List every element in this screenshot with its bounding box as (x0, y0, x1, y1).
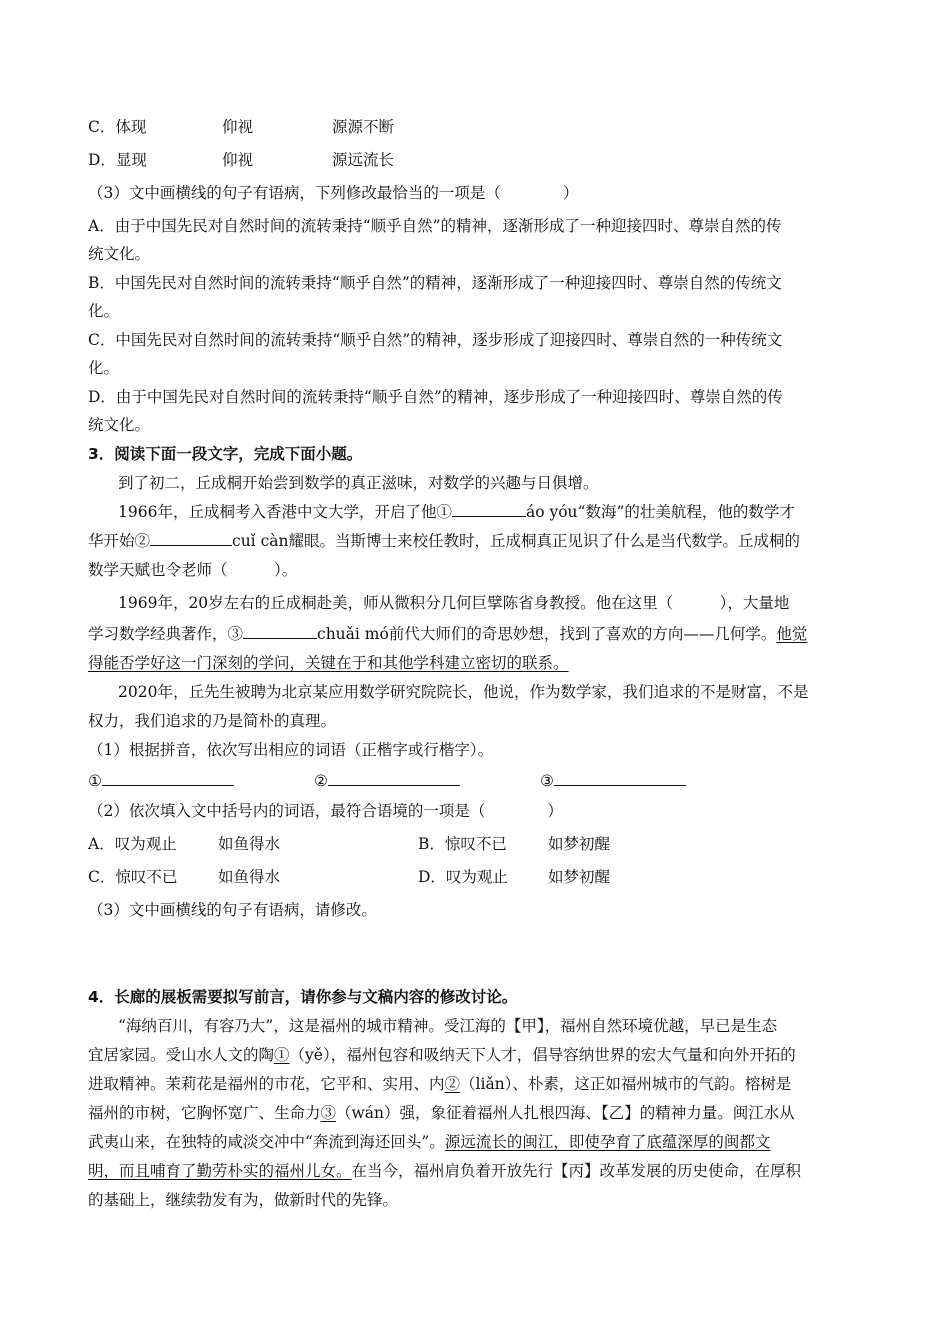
q3-p3-text-c: chuǎi mó前代大师们的奇思妙想，找到了喜欢的方向——几何学。 (317, 625, 777, 643)
q3-answer-2 (314, 771, 460, 791)
q2-sub3-prompt: （3）文中画横线的句子有语病，下列修改最恰当的一项是（ ） (88, 184, 579, 202)
q3-answer-3 (540, 771, 686, 791)
q3-p2-text-a: 1966年，丘成桐考入香港中文大学，开启了他① (118, 503, 452, 521)
q3-sub3-prompt: （3）文中画横线的句子有语病，请修改。 (88, 901, 377, 919)
q2-option-d-word3: 源远流长 (332, 151, 395, 169)
q4-title: 4．长廊的展板需要拟写前言，请你参与文稿内容的修改讨论。 (88, 988, 518, 1006)
q2-option-d-word2: 仰视 (222, 151, 254, 169)
q4-line-6 (88, 1161, 801, 1181)
q4-line-5 (88, 1132, 770, 1152)
q3-answer-1-num: ① (88, 772, 102, 790)
q4-line-1: “海纳百川，有容乃大”，这是福州的城市精神。受江海的【甲】，福州自然环境优越，早已是生态 (118, 1017, 778, 1035)
q3-option-c-label: C．惊叹不已 (88, 868, 178, 886)
q3-p2-text-d: cuǐ càn耀眼。当斯博士来校任教时，丘成桐真正见识了什么是当代数学。丘成桐的 (232, 532, 800, 550)
q4-line-3 (88, 1074, 791, 1094)
q3-underlined-sentence-part2: 得能否学好这一门深刻的学问，关键在于和其他学科建立密切的联系。 (88, 654, 569, 672)
q2-sub3-option-b-line1: B．中国先民对自然时间的流转秉持“顺乎自然”的精神，逐渐形成了一种迎接四时、尊崇自然的传统文 (88, 274, 782, 292)
q4-line-5-a: 武夷山来，在独特的咸淡交冲中“奔流到海还回头”。 (88, 1133, 445, 1151)
q3-option-b-label: B．惊叹不已 (418, 835, 507, 853)
q2-sub3-option-a-line1: A．由于中国先民对自然时间的流转秉持“顺乎自然”的精神，逐渐形成了一种迎接四时、尊崇自然的传 (88, 217, 782, 235)
q3-option-d-word2: 如梦初醒 (548, 868, 611, 886)
q3-blank-1[interactable] (452, 502, 526, 517)
q3-option-d-label: D．叹为观止 (418, 868, 508, 886)
q3-p3-text-b: 学习数学经典著作，③ (88, 625, 244, 643)
q2-sub3-option-d-line2: 统文化。 (88, 416, 151, 434)
q4-line-2-a: 宜居家园。受山水人文的陶 (88, 1046, 275, 1064)
q4-underlined-sentence-part1: 源远流长的闽江，即使孕育了底蕴深厚的闽都文 (444, 1133, 771, 1151)
q3-answer-2-num: ② (314, 772, 328, 790)
q3-p2-text-c: 华开始② (88, 532, 151, 550)
q3-answer-3-num: ③ (540, 772, 554, 790)
q2-option-c-word3: 源源不断 (332, 118, 395, 136)
q4-underlined-sentence-part2: 明，而且哺育了勤劳朴实的福州儿女。 (88, 1162, 352, 1180)
q3-answer-3-field[interactable] (554, 771, 686, 786)
q2-option-c-word2: 仰视 (222, 118, 254, 136)
q2-option-d-label: D．显现 (88, 151, 147, 169)
q3-paragraph-4-line1: 2020年，丘先生被聘为北京某应用数学研究院院长，他说，作为数学家，我们追求的不是财富，不是 (118, 683, 809, 701)
q4-marker-3: ③ (320, 1104, 337, 1122)
q3-paragraph-2-line3: 数学天赋也令老师（ ）。 (88, 561, 298, 579)
q3-p2-text-b: áo yóu“数海”的壮美航程，他的数学才 (525, 503, 795, 521)
q2-sub3-option-c-line2: 化。 (88, 359, 120, 377)
q3-paragraph-1: 到了初二，丘成桐开始尝到数学的真正滋味，对数学的兴趣与日俱增。 (118, 474, 599, 492)
q3-option-b-word2: 如梦初醒 (548, 835, 611, 853)
q4-line-4 (88, 1103, 795, 1123)
q2-sub3-option-a-line2: 统文化。 (88, 245, 151, 263)
q4-line-3-b: （liǎn）、朴素，这正如福州城市的气韵。榕树是 (460, 1075, 792, 1093)
q3-blank-2[interactable] (150, 531, 232, 546)
q4-marker-2: ② (444, 1075, 461, 1093)
q4-line-2-b: （yě），福州包容和吸纳天下人才，倡导容纳世界的宏大气量和向外开拓的 (289, 1046, 796, 1064)
q3-sub2-prompt: （2）依次填入文中括号内的词语，最符合语境的一项是（ ） (88, 802, 563, 820)
q4-marker-1: ① (274, 1046, 290, 1064)
q2-sub3-option-c-line1: C．中国先民对自然时间的流转秉持“顺乎自然”的精神，逐步形成了迎接四时、尊崇自然的一种传统文 (88, 331, 783, 349)
q3-answer-2-field[interactable] (328, 771, 460, 786)
q3-sub1-prompt: （1）根据拼音，依次写出相应的词语（正楷字或行楷字）。 (88, 741, 494, 759)
q3-paragraph-2-line2 (88, 531, 800, 551)
q4-line-2 (88, 1045, 796, 1065)
q3-answer-1-field[interactable] (102, 771, 234, 786)
q3-answer-1 (88, 771, 234, 791)
q3-option-c-word2: 如鱼得水 (218, 868, 281, 886)
q3-title: 3．阅读下面一段文字，完成下面小题。 (88, 445, 363, 463)
q4-line-4-a: 福州的市树，它胸怀宽广、生命力 (88, 1104, 321, 1122)
q3-underlined-sentence-part1: 他觉 (776, 625, 808, 643)
q3-paragraph-3-line1: 1969年，20岁左右的丘成桐赴美，师从微积分几何巨擘陈省身教授。他在这里（ ），大量地 (118, 594, 790, 612)
q3-option-a-word2: 如鱼得水 (218, 835, 281, 853)
q4-line-3-a: 进取精神。茉莉花是福州的市花，它平和、实用、内 (88, 1075, 445, 1093)
q3-paragraph-4-line2: 权力，我们追求的乃是简朴的真理。 (88, 712, 337, 730)
q3-paragraph-3-line2 (88, 624, 807, 644)
q3-blank-3[interactable] (243, 624, 317, 639)
q4-line-7: 的基础上，继续勃发有为，做新时代的先锋。 (88, 1191, 399, 1209)
q3-option-a-label: A．叹为观止 (88, 835, 177, 853)
q4-line-4-b: （wán）强，象征着福州人扎根四海、【乙】的精神力量。闽江水从 (336, 1104, 795, 1122)
q2-option-c-label: C．体现 (88, 118, 147, 136)
q2-sub3-option-b-line2: 化。 (88, 302, 120, 320)
q4-line-6-b: 在当今，福州肩负着开放先行【丙】改革发展的历史使命，在厚积 (351, 1162, 802, 1180)
q2-sub3-option-d-line1: D．由于中国先民对自然时间的流转秉持“顺乎自然”的精神，逐步形成了一种迎接四时、尊崇自然的传 (88, 388, 783, 406)
q3-paragraph-2-line1 (118, 502, 795, 522)
